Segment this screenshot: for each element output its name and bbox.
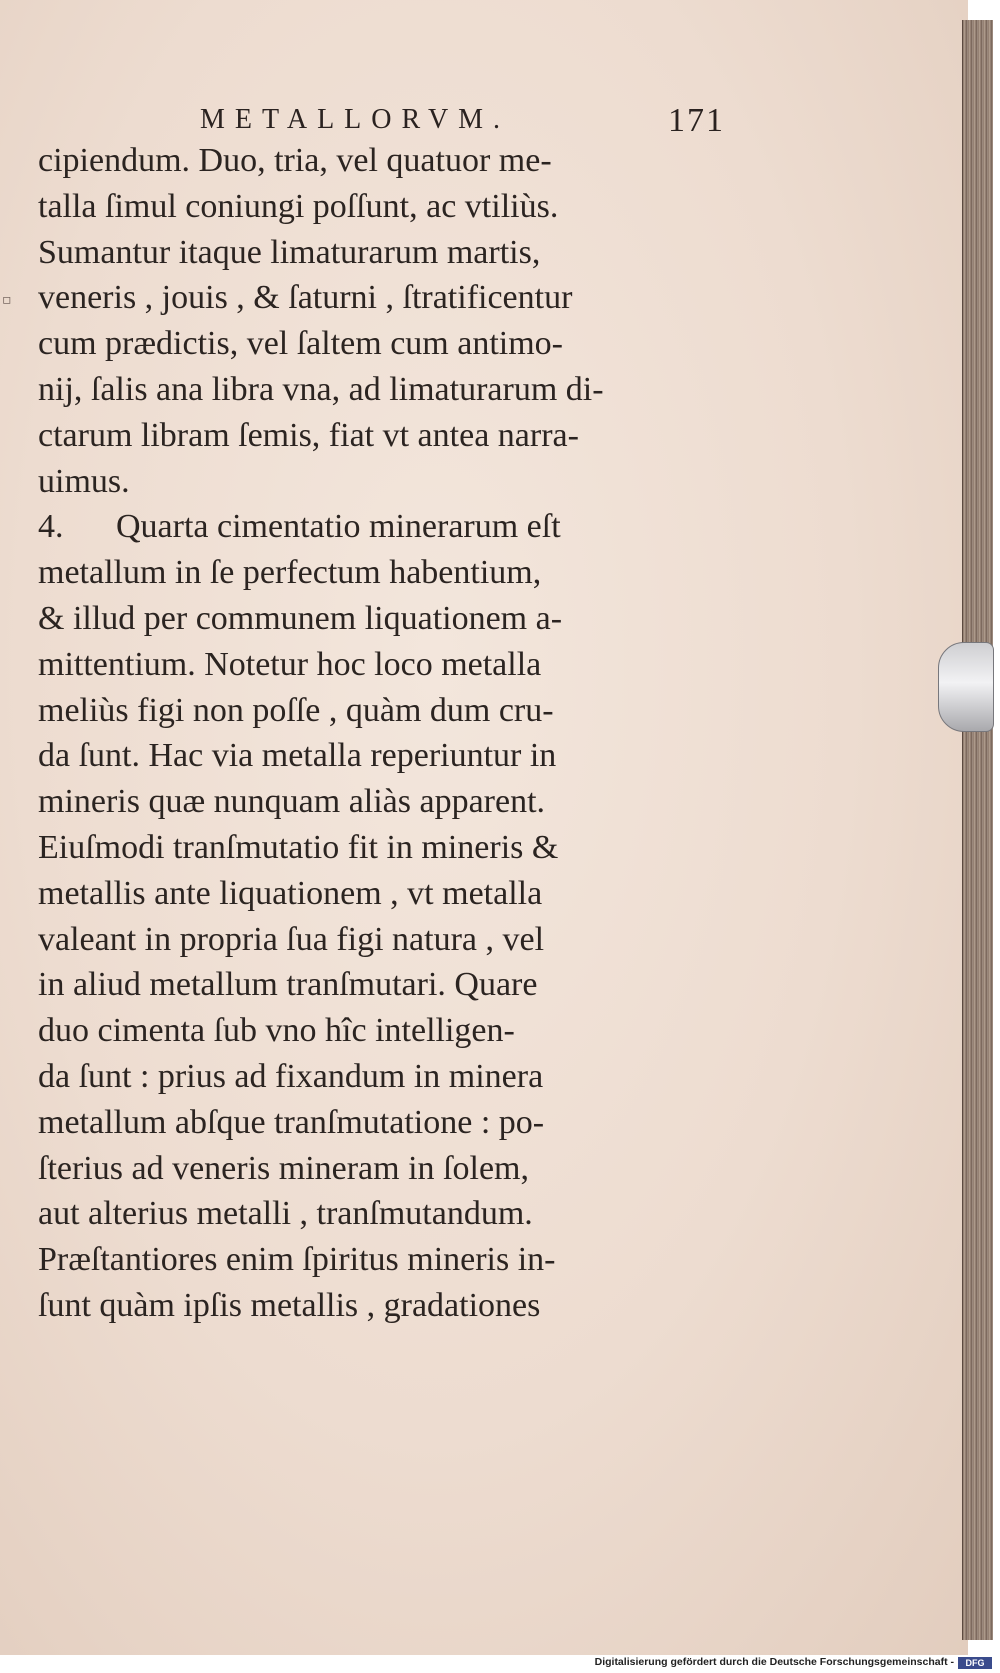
paragraph-4-opening: Quarta cimentatio minerarum eſt: [116, 508, 561, 546]
text-line: metallum in ſe perfectum habentium,: [38, 554, 542, 592]
text-line: metallum abſque tranſmutatione : po-: [38, 1103, 545, 1141]
text-line: nij, ſalis ana libra vna, ad limaturarum di-: [38, 370, 604, 408]
text-line: veneris , jouis , & ſaturni , ſtratificentur: [38, 279, 573, 317]
paragraph-4-first-line: [38, 504, 738, 550]
text-line: ſunt quàm ipſis metallis , gradationes: [38, 1286, 541, 1324]
text-line: meliùs figi non poſſe , quàm dum cru-: [38, 691, 554, 729]
text-line: da ſunt : prius ad fixandum in minera: [38, 1057, 544, 1095]
text-line: & illud per communem liquationem a-: [38, 599, 563, 637]
text-line: in aliud metallum tranſmutari. Quare: [38, 966, 538, 1004]
funding-credit: Digitalisierung gefördert durch die Deutsche Forschungsgemeinschaft -: [594, 1656, 954, 1668]
text-line: mittentium. Notetur hoc loco metalla: [38, 645, 542, 683]
gutter-mark: ▫: [2, 292, 12, 308]
dfg-logo: DFG: [958, 1657, 992, 1669]
text-line: ctarum libram ſemis, fiat vt antea narra-: [38, 416, 579, 454]
text-line: aut alterius metalli , tranſmutandum.: [38, 1195, 533, 1233]
text-line: Sumantur itaque limaturarum martis,: [38, 233, 541, 271]
text-line: uimus.: [38, 462, 130, 500]
text-line: valeant in propria ſua figi natura , vel: [38, 920, 545, 958]
page-number: 171: [668, 102, 725, 139]
text-line: duo cimenta ſub vno hîc intelligen-: [38, 1012, 515, 1050]
text-line: Præſtantiores enim ſpiritus mineris in-: [38, 1241, 556, 1279]
text-line: metallis ante liquationem , vt metalla: [38, 874, 543, 912]
page-edges: [962, 20, 993, 1640]
text-block: [38, 138, 738, 1329]
text-line: Eiuſmodi tranſmutatio fit in mineris &: [38, 828, 559, 866]
text-line: ſterius ad veneris mineram in ſolem,: [38, 1149, 529, 1187]
text-line: cum prædictis, vel ſaltem cum antimo-: [38, 325, 563, 363]
running-head: METALLORVM.: [200, 104, 511, 135]
paragraph-number: 4.: [38, 508, 64, 546]
text-line: da ſunt. Hac via metalla reperiuntur in: [38, 737, 557, 775]
text-line: mineris quæ nunquam aliàs apparent.: [38, 783, 546, 821]
text-line: cipiendum. Duo, tria, vel quatuor me-: [38, 142, 552, 179]
text-line: talla ſimul coniungi poſſunt, ac vtiliùs.: [38, 187, 559, 225]
page-clip: [938, 642, 994, 732]
